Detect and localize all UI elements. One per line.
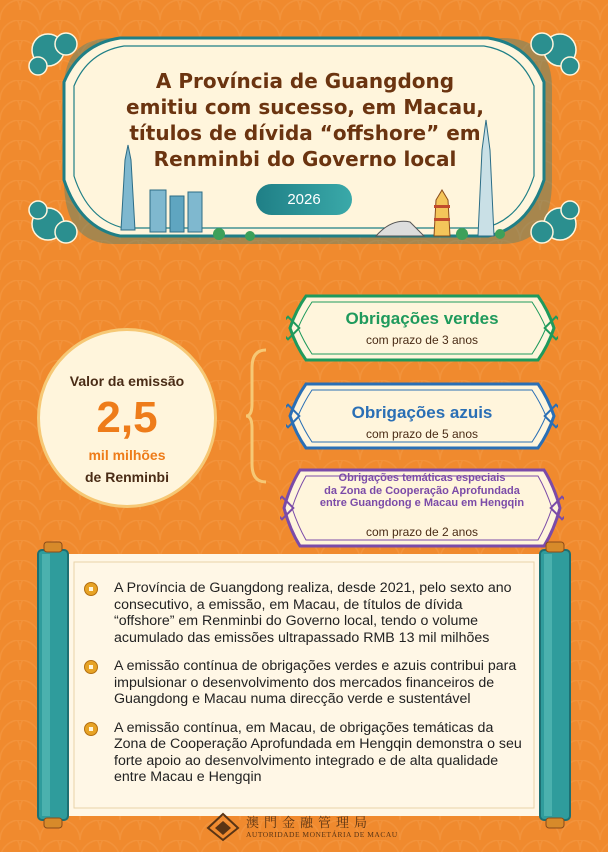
bond-title: Obrigações temáticas especiais da Zona de Cooperação Aprofundada entre Guangdong e Macau em Hengqin: [319, 472, 525, 509]
issue-unit: mil milhões: [88, 447, 166, 463]
issue-label: Valor da emissão: [69, 373, 185, 389]
footer-name-chinese: 澳門金融管理局: [246, 816, 373, 831]
coin-bullet-icon: [84, 722, 98, 736]
list-item: [84, 720, 524, 786]
bond-term: com prazo de 3 anos: [365, 333, 479, 347]
issue-currency: de Renminbi: [84, 469, 169, 485]
amcm-logo-icon: [206, 812, 240, 842]
point-text: A Província de Guangdong realiza, desde 2021, pelo sexto ano consecutivo, a emissão, em Macau, de títulos de dívida “offshore” em Renminbi do Governo local, tendo o volume acumulado das emissões ultrapassado RMB 13 mil milhões: [114, 580, 512, 646]
footer-name-portuguese: AUTORIDADE MONETÁRIA DE MACAU: [246, 830, 398, 839]
bond-term: com prazo de 2 anos: [365, 525, 479, 539]
list-item: [84, 658, 524, 708]
list-item: [84, 580, 524, 646]
point-text: A emissão contínua de obrigações verdes e azuis contribui para impulsionar o desenvolvimento dos mercados financeiros de Guangdong e Macau numa direcção verde e sustentável: [114, 658, 517, 707]
bond-title: Obrigações verdes: [345, 309, 499, 328]
key-points-list: [84, 580, 524, 798]
issue-amount-circle: [37, 328, 217, 508]
brace-icon: [244, 348, 270, 484]
bond-title: Obrigações azuis: [351, 403, 493, 422]
bond-card-hengqin: [280, 466, 564, 550]
bond-card-green: [286, 290, 558, 366]
page-title: A Província de Guangdong emitiu com sucesso, em Macau, títulos de dívida “offshore” em Renminbi do Governo local: [126, 69, 484, 171]
issue-value: 2,5: [96, 393, 158, 442]
coin-bullet-icon: [84, 582, 98, 596]
coin-bullet-icon: [84, 660, 98, 674]
point-text: A emissão contínua, em Macau, de obrigações temáticas da Zona de Cooperação Aprofundada em Hengqin demonstra o seu forte apoio ao desenvolvimento integrado e de alta qualidade entre Macau e Hengqin: [114, 719, 522, 785]
bond-card-blue: [286, 378, 558, 454]
year-badge: 2026: [256, 184, 352, 215]
bond-term: com prazo de 5 anos: [365, 427, 479, 441]
